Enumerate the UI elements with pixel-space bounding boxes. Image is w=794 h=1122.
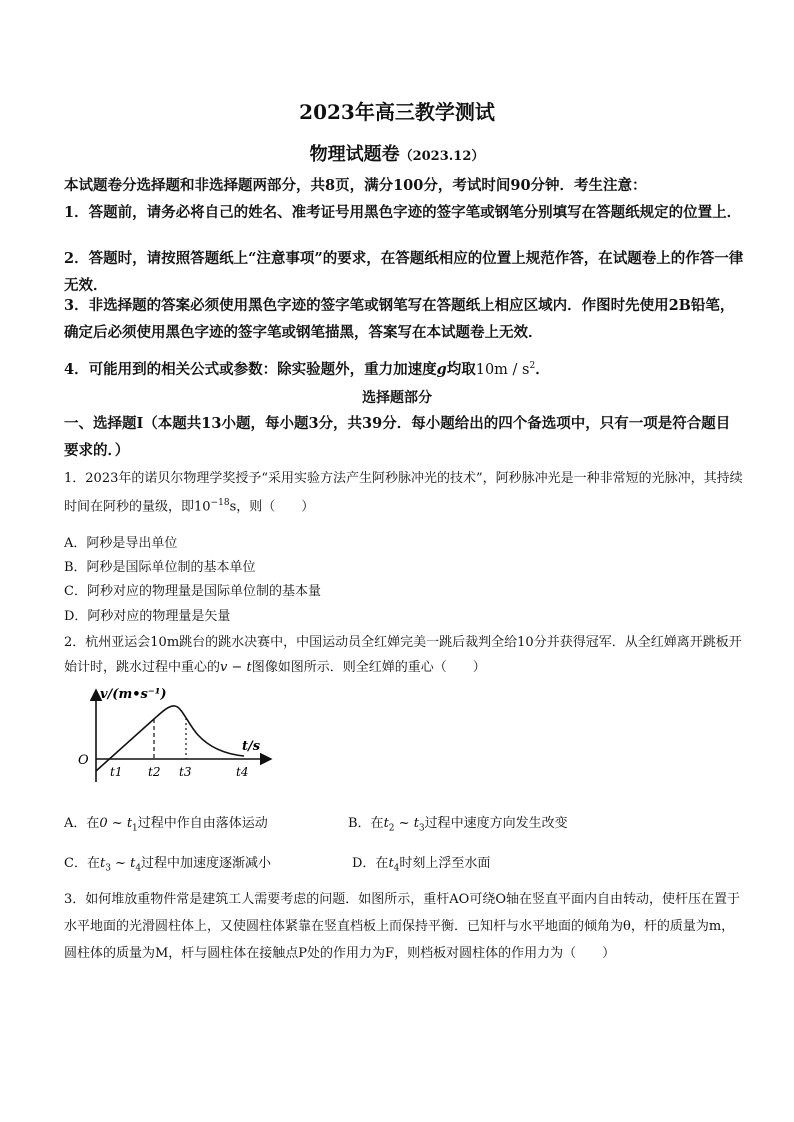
q1-power-base: 10 <box>194 499 211 515</box>
instruction-4-mid: 均取 <box>446 360 476 378</box>
q2-opt-b-sub2: 3 <box>418 823 425 834</box>
tick-t4: t4 <box>236 765 249 779</box>
q2-opt-c-mid: ~ t <box>110 856 136 871</box>
instructions-intro: 本试题卷分选择题和非选择题两部分，共8页，满分100分，考试时间90分钟．考生注意： <box>64 177 647 194</box>
subtitle-text: 物理试题卷 <box>309 144 400 165</box>
gravity-value: 10m / s <box>475 361 530 378</box>
q2-opt-a-sub: 1 <box>132 823 138 834</box>
q1-option-b: B．阿秒是国际单位制的基本单位 <box>64 560 256 575</box>
q1-option-d: D．阿秒对应的物理量是矢量 <box>64 609 231 624</box>
exam-title: 2023年高三教学测试 <box>299 100 495 124</box>
part-1-heading: 一、选择题Ⅰ（本题共13小题，每小题3分，共39分．每小题给出的四个备选项中，只有一项是符合题目要求的．） <box>64 415 731 459</box>
instruction-3: 3．非选择题的答案必须使用黑色字迹的签字笔或钢笔写在答题纸上相应区域内．作图时先使用2B铅笔，确定后必须使用黑色字迹的签字笔或钢笔描黑，答案写在本试题卷上无效． <box>64 297 735 341</box>
instruction-2: 2．答题时，请按照答题纸上“注意事项”的要求，在答题纸相应的位置上规范作答，在试题卷上的作答一律无效． <box>64 250 744 294</box>
q2-opt-c-sub2: 4 <box>135 863 142 874</box>
q2-vt-symbol: v − t <box>220 660 252 675</box>
tick-t3: t3 <box>179 765 192 779</box>
paper-subtitle <box>0 140 794 166</box>
q2-opt-b-mid: ~ t <box>394 816 419 831</box>
q2-opt-d-sub: 4 <box>393 863 400 874</box>
question-1-stem <box>64 466 744 519</box>
instruction-4-prefix: 4．可能用到的相关公式或参数：除实验题外，重力加速度 <box>64 360 437 378</box>
gravity-exponent: 2 <box>529 361 536 371</box>
instruction-1: 1．答题前，请务必将自己的姓名、准考证号用黑色字迹的签字笔或钢笔分别填写在答题纸规定的位置上． <box>64 204 742 221</box>
instruction-4-end: ． <box>535 360 550 378</box>
q2-opt-d-pre: D．在 <box>352 856 389 871</box>
q2-option-c <box>64 853 271 880</box>
velocity-curve <box>96 706 244 771</box>
q2-opt-c-pre: C．在 <box>64 856 100 871</box>
q2-opt-b-post: 过程中速度方向发生改变 <box>424 816 568 831</box>
q2-height: 10m <box>150 635 180 650</box>
q1-stem-a: 1．2023年的诺贝尔物理学奖授予“采用实验方法产生阿秒脉冲光的技术”，阿秒脉冲光是一种非常短的光脉冲，其持续时间在阿秒的量级，即 <box>64 471 743 515</box>
tick-t1: t1 <box>110 765 123 779</box>
q2-option-a <box>64 813 268 840</box>
question-3-stem: 3．如何堆放重物件常是建筑工人需要考虑的问题．如图所示，重杆AO可绕O轴在竖直平面内自由转动，使杆压在置于水平地面的光滑圆柱体上，又使圆柱体紧靠在竖直档板上而保持平衡．已知杆与水平地面的倾角为θ，杆的质量为m，圆柱体的质量为M，杆与圆柱体在接触点P处的作用力为F，则档板对圆柱体的作用力为（ ） <box>64 892 740 961</box>
vt-graph <box>76 682 276 787</box>
q1-power-exp: −18 <box>210 498 230 508</box>
q2-opt-d-post: 时刻上浮至水面 <box>399 856 491 871</box>
origin-label: O <box>78 753 89 768</box>
q1-option-a: A．阿秒是导出单位 <box>64 536 178 551</box>
q2-opt-b-sub1: 2 <box>388 823 395 834</box>
q2-opt-a-range: 0 ~ t <box>99 816 133 831</box>
q2-opt-a-pre: A．在 <box>64 816 100 831</box>
y-axis-label: v/(m•s⁻¹) <box>100 687 167 702</box>
q2-stem-a: 2．杭州亚运会 <box>64 635 151 650</box>
section-heading: 选择题部分 <box>362 390 432 406</box>
q2-opt-c-post: 过程中加速度逐渐减小 <box>141 856 272 871</box>
instruction-4 <box>64 353 744 384</box>
q2-stem-c: 图像如图所示．则全红婵的重心（ ） <box>251 660 486 675</box>
gravity-symbol: g <box>436 360 447 378</box>
q2-stem-b: 跳台的跳水决赛中，中国运动员全红婵完美一跳后裁判全给10分并获得冠军．从全红婵离开跳板开始计时，跳水过程中重心的 <box>64 635 742 675</box>
q2-option-d <box>352 853 490 880</box>
q2-opt-b-t: t <box>383 816 389 831</box>
question-2-stem <box>64 630 744 680</box>
tick-t2: t2 <box>148 765 161 779</box>
q1-stem-b: s，则（ ） <box>229 499 315 515</box>
q2-opt-a-post: 过程中作自由落体运动 <box>137 816 268 831</box>
exam-date: （2023.12） <box>399 149 485 164</box>
q1-option-c: C．阿秒对应的物理量是国际单位制的基本量 <box>64 584 321 599</box>
q2-opt-b-pre: B．在 <box>348 816 384 831</box>
x-axis-label: t/s <box>242 739 261 754</box>
q2-opt-c-sub1: 3 <box>105 863 111 874</box>
q2-opt-d-t: t <box>388 856 394 871</box>
q2-opt-c-t: t <box>99 856 106 871</box>
q2-option-b <box>348 813 568 840</box>
